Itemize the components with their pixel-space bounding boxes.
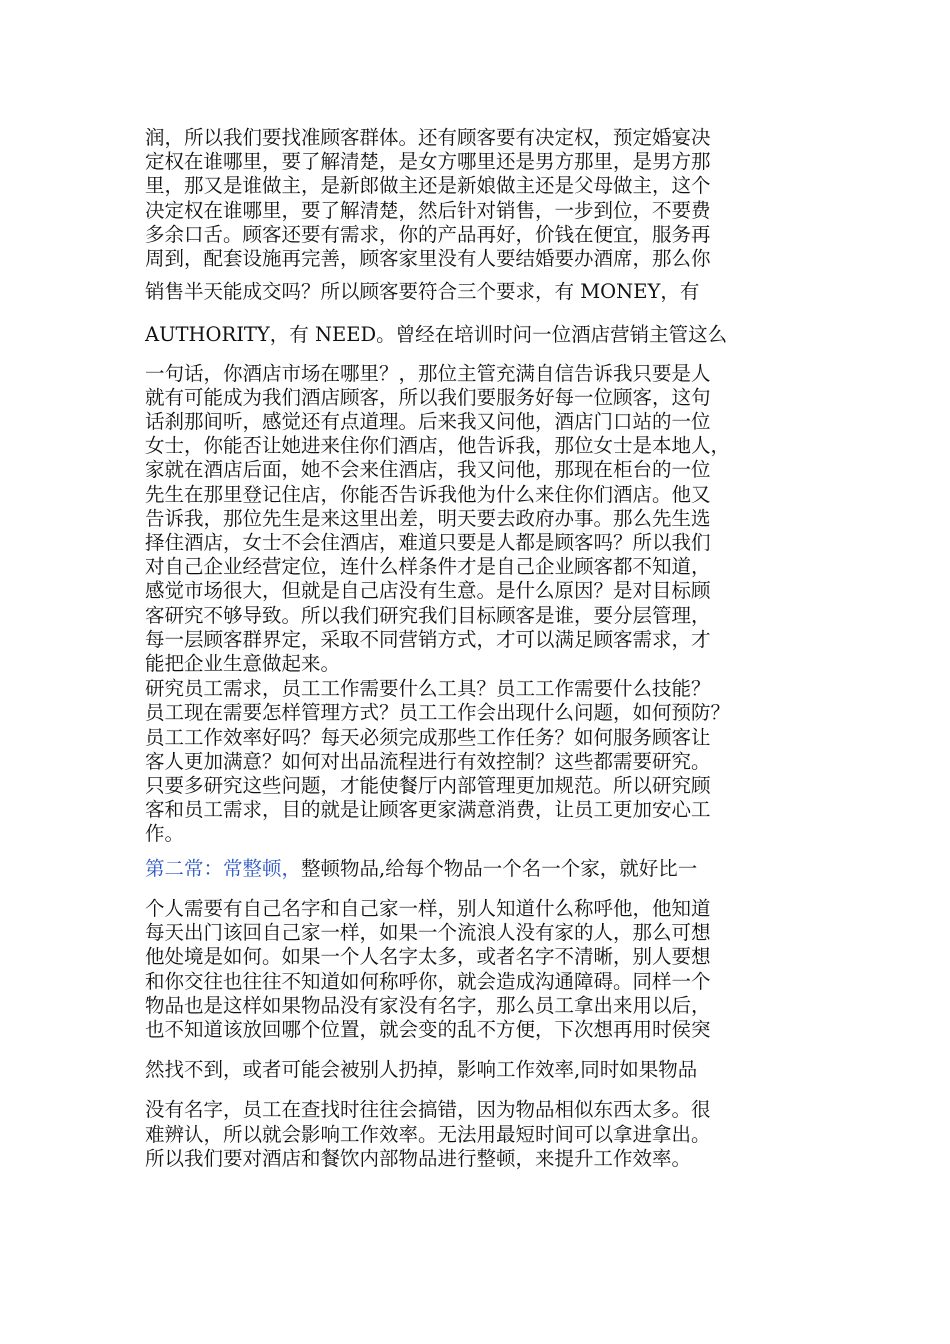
text-line: 对自己企业经营定位，连什么样条件才是自己企业顾客都不知道， <box>145 555 711 579</box>
paragraph-line-cannot-find <box>145 1058 825 1082</box>
text-line: 先生在那里登记住店，你能否告诉我他为什么来住你们酒店。他又 <box>145 482 711 506</box>
text-line: 决定权在谁哪里，要了解清楚，然后针对销售，一步到位，不要费 <box>145 198 711 222</box>
text-line: 和你交往也往往不知道如何称呼你，就会造成沟通障碍。同样一个 <box>145 969 711 993</box>
text-line: 没有名字，员工在查找时往往会搞错，因为物品相似东西太多。很 <box>145 1098 711 1122</box>
text-line: 就有可能成为我们酒店顾客，所以我们要服务好每一位顾客，这句 <box>145 385 711 409</box>
text-line: 润，所以我们要找准顾客群体。还有顾客要有决定权，预定婚宴决 <box>145 126 711 149</box>
paragraph-target-customers <box>145 126 825 271</box>
text-line: 也不知道该放回哪个位置，就会变的乱不方便，下次想再用时侯突 <box>145 1017 711 1041</box>
text-line: 话刹那间听，感觉还有点道理。后来我又问他，酒店门口站的一位 <box>145 410 711 434</box>
text-line: 女士，你能否让她进来住你们酒店，他告诉我，那位女士是本地人， <box>145 434 731 458</box>
text-line: 一句话，你酒店市场在哪里？，那位主管充满自信告诉我只要是人 <box>145 361 711 385</box>
section-heading-rest: 整顿物品,给每个物品一个名一个家，就好比一 <box>301 856 698 880</box>
text-line: 择住酒店，女士不会住酒店，难道只要是人都是顾客吗？所以我们 <box>145 531 711 555</box>
text-line: 里，那又是谁做主，是新郎做主还是新娘做主还是父母做主，这个 <box>145 174 711 198</box>
text-line: 物品也是这样如果物品没有家没有名字，那么员工拿出来用以后， <box>145 993 711 1017</box>
text-line: 所以我们要对酒店和餐饮内部物品进行整顿，来提升工作效率。 <box>145 1146 692 1170</box>
text-line: 作。 <box>145 822 185 846</box>
text-line: 感觉市场很大，但就是自己店没有生意。是什么原因？是对目标顾 <box>145 579 711 603</box>
text-line: 多余口舌。顾客还要有需求，你的产品再好，价钱在便宜，服务再 <box>145 222 711 246</box>
text-line: 每一层顾客群界定，采取不同营销方式，才可以满足顾客需求，才 <box>145 627 711 651</box>
paragraph-line-authority <box>145 323 825 347</box>
text-line: 客和员工需求，目的就是让顾客更家满意消费，让员工更加安心工 <box>145 798 711 822</box>
text-line: 定权在谁哪里，要了解清楚，是女方哪里还是男方那里，是男方那 <box>145 150 711 174</box>
text-line: 个人需要有自己名字和自己家一样，别人知道什么称呼他，他知道 <box>145 896 711 920</box>
text-line: 研究员工需求，员工工作需要什么工具？员工工作需要什么技能？ <box>145 677 711 701</box>
text-line <box>145 857 825 881</box>
text-line: 只要多研究这些问题，才能使餐厅内部管理更加规范。所以研究顾 <box>145 774 711 798</box>
text-line: 周到，配套设施再完善，顾客家里没有人要结婚要办酒席，那么你 <box>145 247 711 271</box>
text-line: 员工工作效率好吗？每天必须完成那些工作任务？如何服务顾客让 <box>145 725 711 749</box>
paragraph-efficiency <box>145 1098 825 1171</box>
document-page <box>145 126 825 1171</box>
text-line: 客研究不够导致。所以我们研究我们目标顾客是谁，要分层管理， <box>145 603 711 627</box>
text-line: 客人更加满意？如何对出品流程进行有效控制？这些都需要研究。 <box>145 749 711 773</box>
text-line: AUTHORITY，有 NEED。曾经在培训时问一位酒店营销主管这么 <box>145 323 728 347</box>
paragraph-hotel-market <box>145 362 825 677</box>
paragraph-naming-items <box>145 897 825 1042</box>
section-heading-line <box>145 857 825 881</box>
text-line: 然找不到，或者可能会被别人扔掉，影响工作效率,同时如果物品 <box>145 1058 698 1082</box>
text-line: 能把企业生意做起来。 <box>145 652 341 676</box>
paragraph-line-money <box>145 280 825 304</box>
text-line: 难辨认，所以就会影响工作效率。无法用最短时间可以拿进拿出。 <box>145 1122 711 1146</box>
paragraph-employee-needs <box>145 677 825 846</box>
text-line: 告诉我，那位先生是来这里出差，明天要去政府办事。那么先生选 <box>145 506 711 530</box>
text-line: 每天出门该回自己家一样，如果一个流浪人没有家的人，那么可想 <box>145 921 711 945</box>
text-line: 销售半天能成交吗？所以顾客要符合三个要求，有 MONEY，有 <box>145 280 700 304</box>
text-line: 员工现在需要怎样管理方式？员工工作会出现什么问题，如何预防？ <box>145 701 731 725</box>
text-line: 家就在酒店后面，她不会来住酒店，我又问他，那现在柜台的一位 <box>145 458 711 482</box>
text-line: 他处境是如何。如果一个人名字太多，或者名字不清晰，别人要想 <box>145 945 711 969</box>
section-heading-highlight: 第二常：常整顿， <box>145 856 302 880</box>
